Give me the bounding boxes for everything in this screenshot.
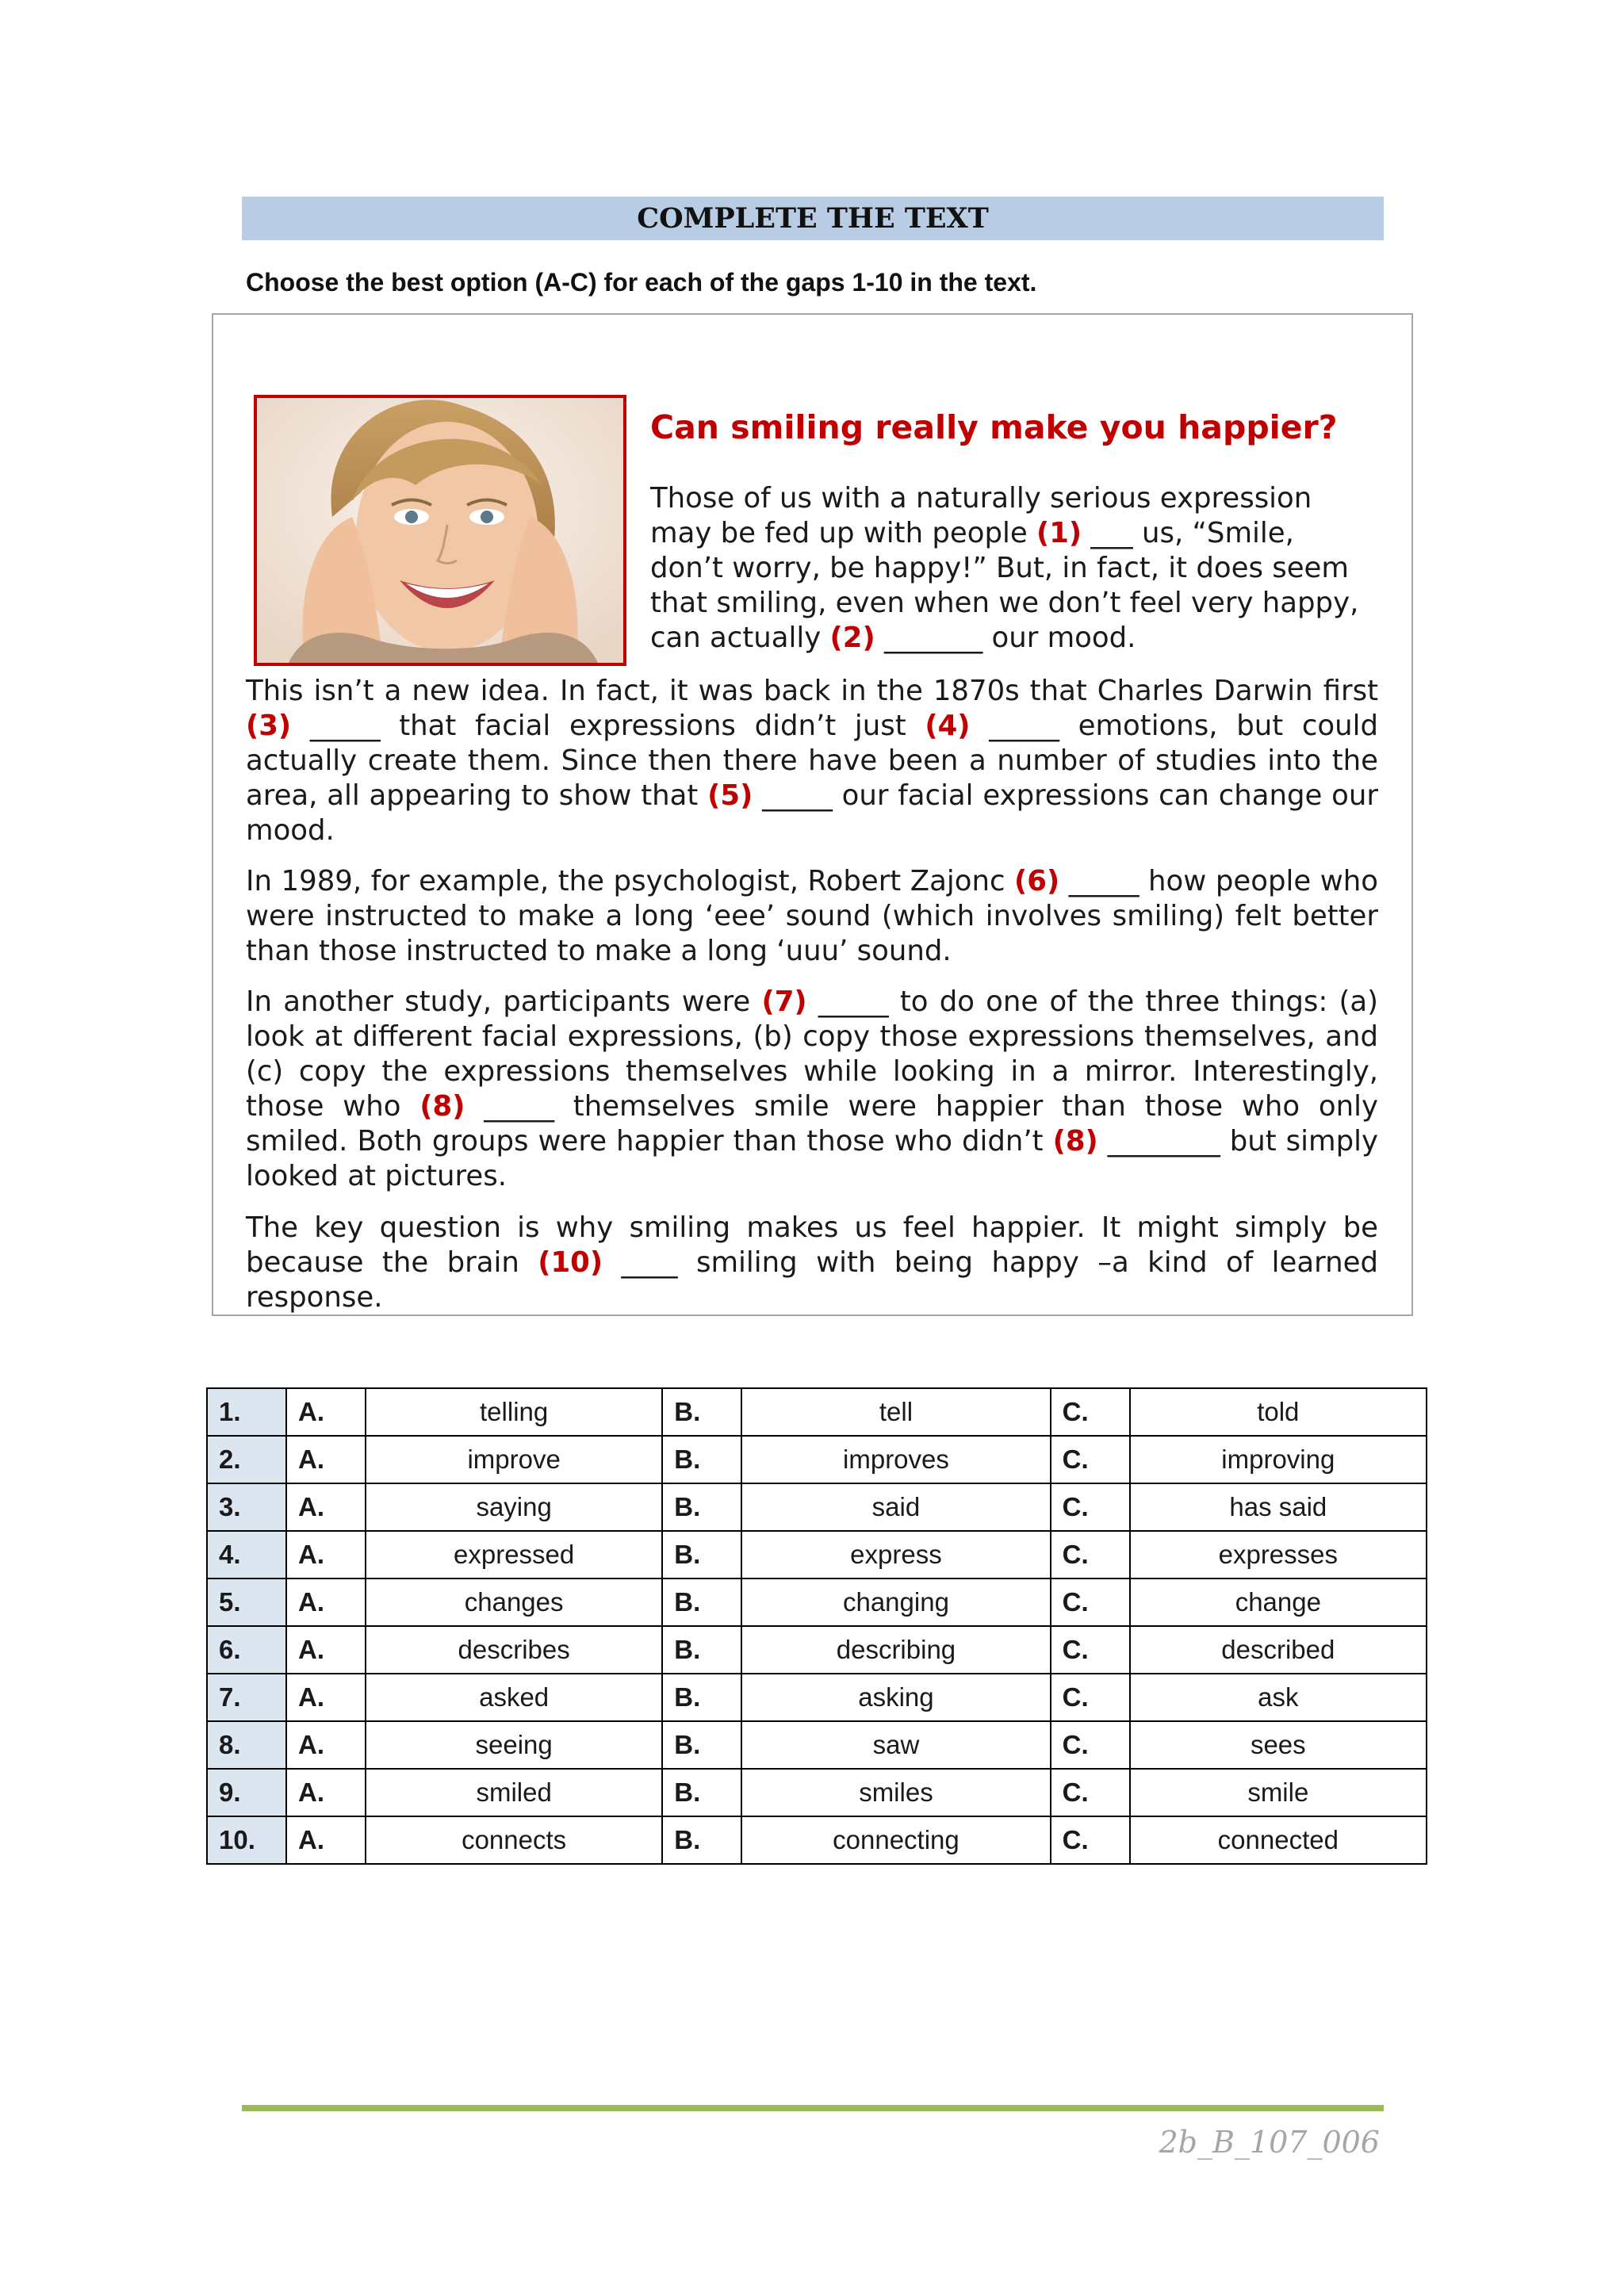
table-row bbox=[207, 1531, 1427, 1578]
option-letter-b: B. bbox=[662, 1674, 741, 1721]
gap-marker-5: (5) bbox=[707, 779, 753, 812]
table-row bbox=[207, 1388, 1427, 1436]
option-b[interactable]: describing bbox=[741, 1626, 1050, 1674]
option-letter-a: A. bbox=[286, 1816, 366, 1864]
question-number: 8. bbox=[207, 1721, 286, 1769]
table-row bbox=[207, 1626, 1427, 1674]
option-letter-c: C. bbox=[1051, 1816, 1130, 1864]
option-letter-b: B. bbox=[662, 1483, 741, 1531]
gap-marker-3: (3) bbox=[246, 710, 292, 742]
smiling-woman-image bbox=[257, 398, 623, 663]
option-letter-c: C. bbox=[1051, 1626, 1130, 1674]
option-letter-c: C. bbox=[1051, 1531, 1130, 1578]
option-b[interactable]: tell bbox=[741, 1388, 1050, 1436]
option-a[interactable]: smiled bbox=[366, 1769, 662, 1816]
text-line: Those of us with a naturally serious expression bbox=[650, 482, 1312, 515]
option-c[interactable]: change bbox=[1130, 1578, 1427, 1626]
option-letter-a: A. bbox=[286, 1626, 366, 1674]
option-a[interactable]: asked bbox=[366, 1674, 662, 1721]
option-letter-b: B. bbox=[662, 1626, 741, 1674]
option-c[interactable]: told bbox=[1130, 1388, 1427, 1436]
question-number: 5. bbox=[207, 1578, 286, 1626]
option-b[interactable]: asking bbox=[741, 1674, 1050, 1721]
paragraph-1 bbox=[650, 481, 1380, 656]
footer-divider bbox=[242, 2105, 1384, 2111]
option-b[interactable]: saw bbox=[741, 1721, 1050, 1769]
option-letter-a: A. bbox=[286, 1531, 366, 1578]
question-number: 9. bbox=[207, 1769, 286, 1816]
paragraph-2: This isn’t a new idea. In fact, it was back in the 1870s that Charles Darwin first (3) _____ that facial expressions didn’t just (4) _____ emotions, but could actually create them. Since then there have been a number of studies into the area, all appearing to show that (5) _____ our facial expressions can change our mood. bbox=[246, 675, 1378, 847]
table-row bbox=[207, 1674, 1427, 1721]
question-number: 2. bbox=[207, 1436, 286, 1483]
option-b[interactable]: said bbox=[741, 1483, 1050, 1531]
option-a[interactable]: expressed bbox=[366, 1531, 662, 1578]
option-letter-b: B. bbox=[662, 1436, 741, 1483]
gap-marker-4: (4) bbox=[925, 710, 971, 742]
table-row bbox=[207, 1483, 1427, 1531]
table-row bbox=[207, 1816, 1427, 1864]
article-title: Can smiling really make you happier? bbox=[650, 408, 1338, 446]
text-line: may be fed up with people (1) ___ us, “Smile, bbox=[650, 517, 1294, 549]
document-code: 2b_B_107_006 bbox=[1159, 2125, 1380, 2160]
option-letter-c: C. bbox=[1051, 1721, 1130, 1769]
option-c[interactable]: ask bbox=[1130, 1674, 1427, 1721]
gap-marker-2: (2) bbox=[829, 622, 875, 654]
option-a[interactable]: describes bbox=[366, 1626, 662, 1674]
option-letter-a: A. bbox=[286, 1483, 366, 1531]
gap-marker-8: (8) bbox=[419, 1090, 465, 1123]
option-letter-b: B. bbox=[662, 1578, 741, 1626]
option-a[interactable]: changes bbox=[366, 1578, 662, 1626]
option-b[interactable]: connecting bbox=[741, 1816, 1050, 1864]
options-table bbox=[206, 1387, 1427, 1865]
option-letter-a: A. bbox=[286, 1388, 366, 1436]
question-number: 4. bbox=[207, 1531, 286, 1578]
option-a[interactable]: saying bbox=[366, 1483, 662, 1531]
table-row bbox=[207, 1769, 1427, 1816]
paragraph-4: In another study, participants were (7) _____ to do one of the three things: (a) look at different facial expressions, (b) copy those expressions themselves, and (c) copy the expressions themselves while looking in a mirror. Interestingly, those who (8) _____ themselves smile were happier than those who only smiled. Both groups were happier than those who didn’t (8) ________ but simply looked at pictures. bbox=[246, 985, 1379, 1192]
option-a[interactable]: seeing bbox=[366, 1721, 662, 1769]
option-letter-b: B. bbox=[662, 1721, 741, 1769]
page-title: COMPLETE THE TEXT bbox=[242, 197, 1384, 240]
question-number: 7. bbox=[207, 1674, 286, 1721]
gap-marker-6: (6) bbox=[1014, 865, 1060, 897]
option-c[interactable]: connected bbox=[1130, 1816, 1427, 1864]
table-row bbox=[207, 1436, 1427, 1483]
option-c[interactable]: smile bbox=[1130, 1769, 1427, 1816]
option-letter-c: C. bbox=[1051, 1388, 1130, 1436]
gap-marker-10: (10) bbox=[538, 1246, 603, 1279]
option-b[interactable]: smiles bbox=[741, 1769, 1050, 1816]
option-letter-c: C. bbox=[1051, 1483, 1130, 1531]
smiling-woman-photo bbox=[254, 395, 626, 666]
option-c[interactable]: improving bbox=[1130, 1436, 1427, 1483]
option-letter-b: B. bbox=[662, 1531, 741, 1578]
option-letter-b: B. bbox=[662, 1769, 741, 1816]
option-c[interactable]: sees bbox=[1130, 1721, 1427, 1769]
question-number: 1. bbox=[207, 1388, 286, 1436]
gap-marker-7: (7) bbox=[761, 985, 807, 1018]
question-number: 3. bbox=[207, 1483, 286, 1531]
option-c[interactable]: expresses bbox=[1130, 1531, 1427, 1578]
option-b[interactable]: express bbox=[741, 1531, 1050, 1578]
gap-marker-9: (8) bbox=[1052, 1125, 1098, 1158]
question-number: 6. bbox=[207, 1626, 286, 1674]
gap-marker-1: (1) bbox=[1036, 517, 1082, 549]
option-letter-b: B. bbox=[662, 1388, 741, 1436]
option-a[interactable]: telling bbox=[366, 1388, 662, 1436]
option-b[interactable]: changing bbox=[741, 1578, 1050, 1626]
text-line: that smiling, even when we don’t feel very happy, bbox=[650, 587, 1359, 619]
option-b[interactable]: improves bbox=[741, 1436, 1050, 1483]
table-row bbox=[207, 1721, 1427, 1769]
text-line: can actually (2) _______ our mood. bbox=[650, 622, 1136, 654]
option-letter-b: B. bbox=[662, 1816, 741, 1864]
option-letter-c: C. bbox=[1051, 1578, 1130, 1626]
paragraph-5: The key question is why smiling makes us feel happier. It might simply be because the brain (10) ____ smiling with being happy –a kind of learned response. bbox=[246, 1211, 1378, 1314]
option-letter-c: C. bbox=[1051, 1769, 1130, 1816]
option-letter-c: C. bbox=[1051, 1436, 1130, 1483]
option-letter-c: C. bbox=[1051, 1674, 1130, 1721]
question-number: 10. bbox=[207, 1816, 286, 1864]
option-a[interactable]: improve bbox=[366, 1436, 662, 1483]
option-c[interactable]: described bbox=[1130, 1626, 1427, 1674]
paragraph-3: In 1989, for example, the psychologist, Robert Zajonc (6) _____ how people who were instructed to make a long ‘eee’ sound (which involves smiling) felt better than those instructed to make a long ‘uuu’ sound. bbox=[246, 865, 1378, 967]
option-letter-a: A. bbox=[286, 1674, 366, 1721]
option-letter-a: A. bbox=[286, 1769, 366, 1816]
option-a[interactable]: connects bbox=[366, 1816, 662, 1864]
option-letter-a: A. bbox=[286, 1578, 366, 1626]
table-row bbox=[207, 1578, 1427, 1626]
text-line: don’t worry, be happy!” But, in fact, it does seem bbox=[650, 552, 1349, 584]
option-letter-a: A. bbox=[286, 1721, 366, 1769]
instruction-text: Choose the best option (A-C) for each of the gaps 1-10 in the text. bbox=[246, 268, 1037, 297]
option-c[interactable]: has said bbox=[1130, 1483, 1427, 1531]
option-letter-a: A. bbox=[286, 1436, 366, 1483]
